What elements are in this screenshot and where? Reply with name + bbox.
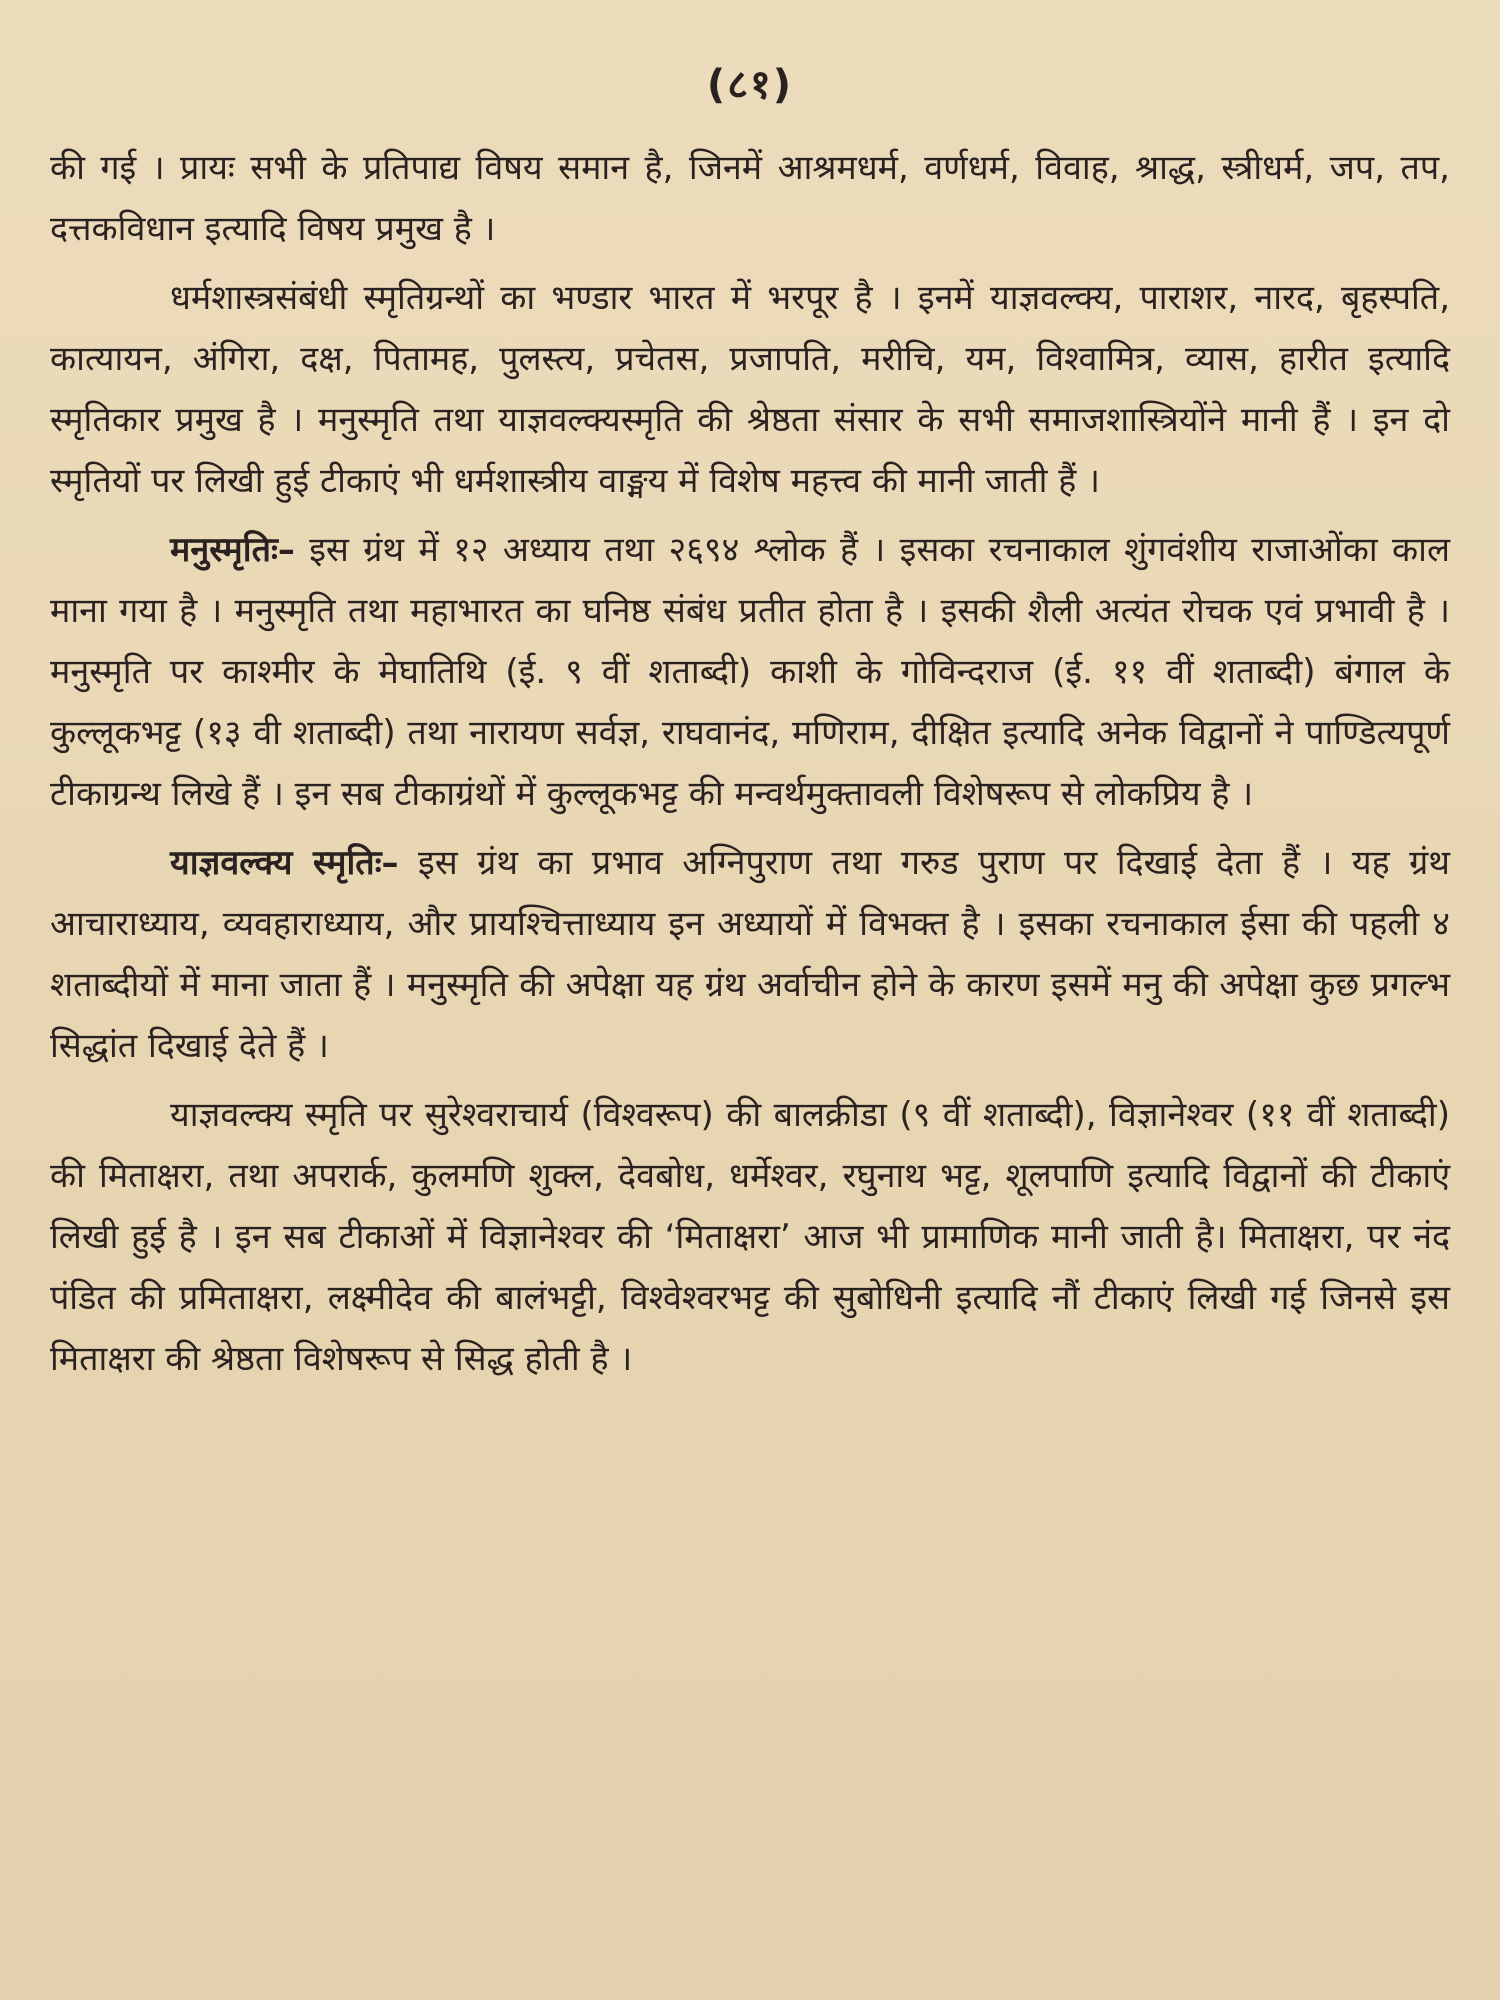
page-number: (८१) xyxy=(706,62,794,108)
paragraph-intro xyxy=(50,138,1450,260)
paragraph-text: इस ग्रंथ का प्रभाव अग्निपुराण तथा गरुड पुराण पर दिखाई देता हैं । यह ग्रंथ आचाराध्याय, व्यवहाराध्याय, और प्रायश्चित्ताध्याय इन अध्यायों में विभक्त है । इसका रचनाकाल ईसा की पहली ४ शताब्दीयों में माना जाता हैं । मनुस्मृति की अपेक्षा यह ग्रंथ अर्वाचीन होने के कारण इसमें मनु की अपेक्षा कुछ प्रगल्भ सिद्धांत दिखाई देते हैं । xyxy=(50,843,1450,1066)
paragraph-manusmriti xyxy=(50,520,1450,825)
paragraph-text: याज्ञवल्क्य स्मृति पर सुरेश्वराचार्य (विश्वरूप) की बालक्रीडा (९ वीं शताब्दी), विज्ञानेश्वर (११ वीं शताब्दी) की मिताक्षरा, तथा अपरार्क, कुलमणि शुक्ल, देवबोध, धर्मेश्वर, रघुनाथ भट्ट, शूलपाणि इत्यादि विद्वानों की टीकाएं लिखी हुई है । इन सब टीकाओं में विज्ञानेश्वर की ‘मिताक्षरा’ आज भी प्रामाणिक मानी जाती है। मिताक्षरा, पर नंद पंडित की प्रमिताक्षरा, लक्ष्मीदेव की बालंभट्टी, विश्वेश्वरभट्ट की सुबोधिनी इत्यादि नौं टीकाएं लिखी गई जिनसे इस मिताक्षरा की श्रेष्ठता विशेषरूप से सिद्ध होती है । xyxy=(50,1095,1450,1379)
paragraph-text: धर्मशास्त्रसंबंधी स्मृतिग्रन्थों का भण्डार भारत में भरपूर है । इनमें याज्ञवल्क्य, पाराशर, नारद, बृहस्पति, कात्यायन, अंगिरा, दक्ष, पितामह, पुलस्त्य, प्रचेतस, प्रजापति, मरीचि, यम, विश्वामित्र, व्यास, हारीत इत्यादि स्मृतिकार प्रमुख है । मनुस्मृति तथा याज्ञवल्क्यस्मृति की श्रेष्ठता संसार के सभी समाजशास्त्रियोंने मानी हैं । इन दो स्मृतियों पर लिखी हुई टीकाएं भी धर्मशास्त्रीय वाङ्मय में विशेष महत्त्व की मानी जाती हैं । xyxy=(50,278,1450,501)
paragraph-yajnavalkya xyxy=(50,833,1450,1077)
paragraph-yajnavalkya-commentaries xyxy=(50,1085,1450,1390)
section-heading-manusmriti: मनुस्मृतिः– xyxy=(170,530,295,570)
paragraph-text: इस ग्रंथ में १२ अध्याय तथा २६९४ श्लोक हैं । इसका रचनाकाल शुंगवंशीय राजाओंका काल माना गया है । मनुस्मृति तथा महाभारत का घनिष्ठ संबंध प्रतीत होता है । इसकी शैली अत्यंत रोचक एवं प्रभावी है । मनुस्मृति पर काश्मीर के मेघातिथि (ई. ९ वीं शताब्दी) काशी के गोविन्दराज (ई. ११ वीं शताब्दी) बंगाल के कुल्लूकभट्ट (१३ वी शताब्दी) तथा नारायण सर्वज्ञ, राघवानंद, मणिराम, दीक्षित इत्यादि अनेक विद्वानों ने पाण्डित्यपूर्ण टीकाग्रन्थ लिखे हैं । इन सब टीकाग्रंथों में कुल्लूकभट्ट की मन्वर्थमुक्तावली विशेषरूप से लोकप्रिय है । xyxy=(50,530,1450,814)
paragraph-smriti-granth xyxy=(50,268,1450,512)
section-heading-yajnavalkya: याज्ञवल्क्य स्मृतिः– xyxy=(170,843,399,883)
paragraph-text: की गई । प्रायः सभी के प्रतिपाद्य विषय समान है, जिनमें आश्रमधर्म, वर्णधर्म, विवाह, श्राद्ध, स्त्रीधर्म, जप, तप, दत्तकविधान इत्यादि विषय प्रमुख है । xyxy=(50,148,1450,249)
